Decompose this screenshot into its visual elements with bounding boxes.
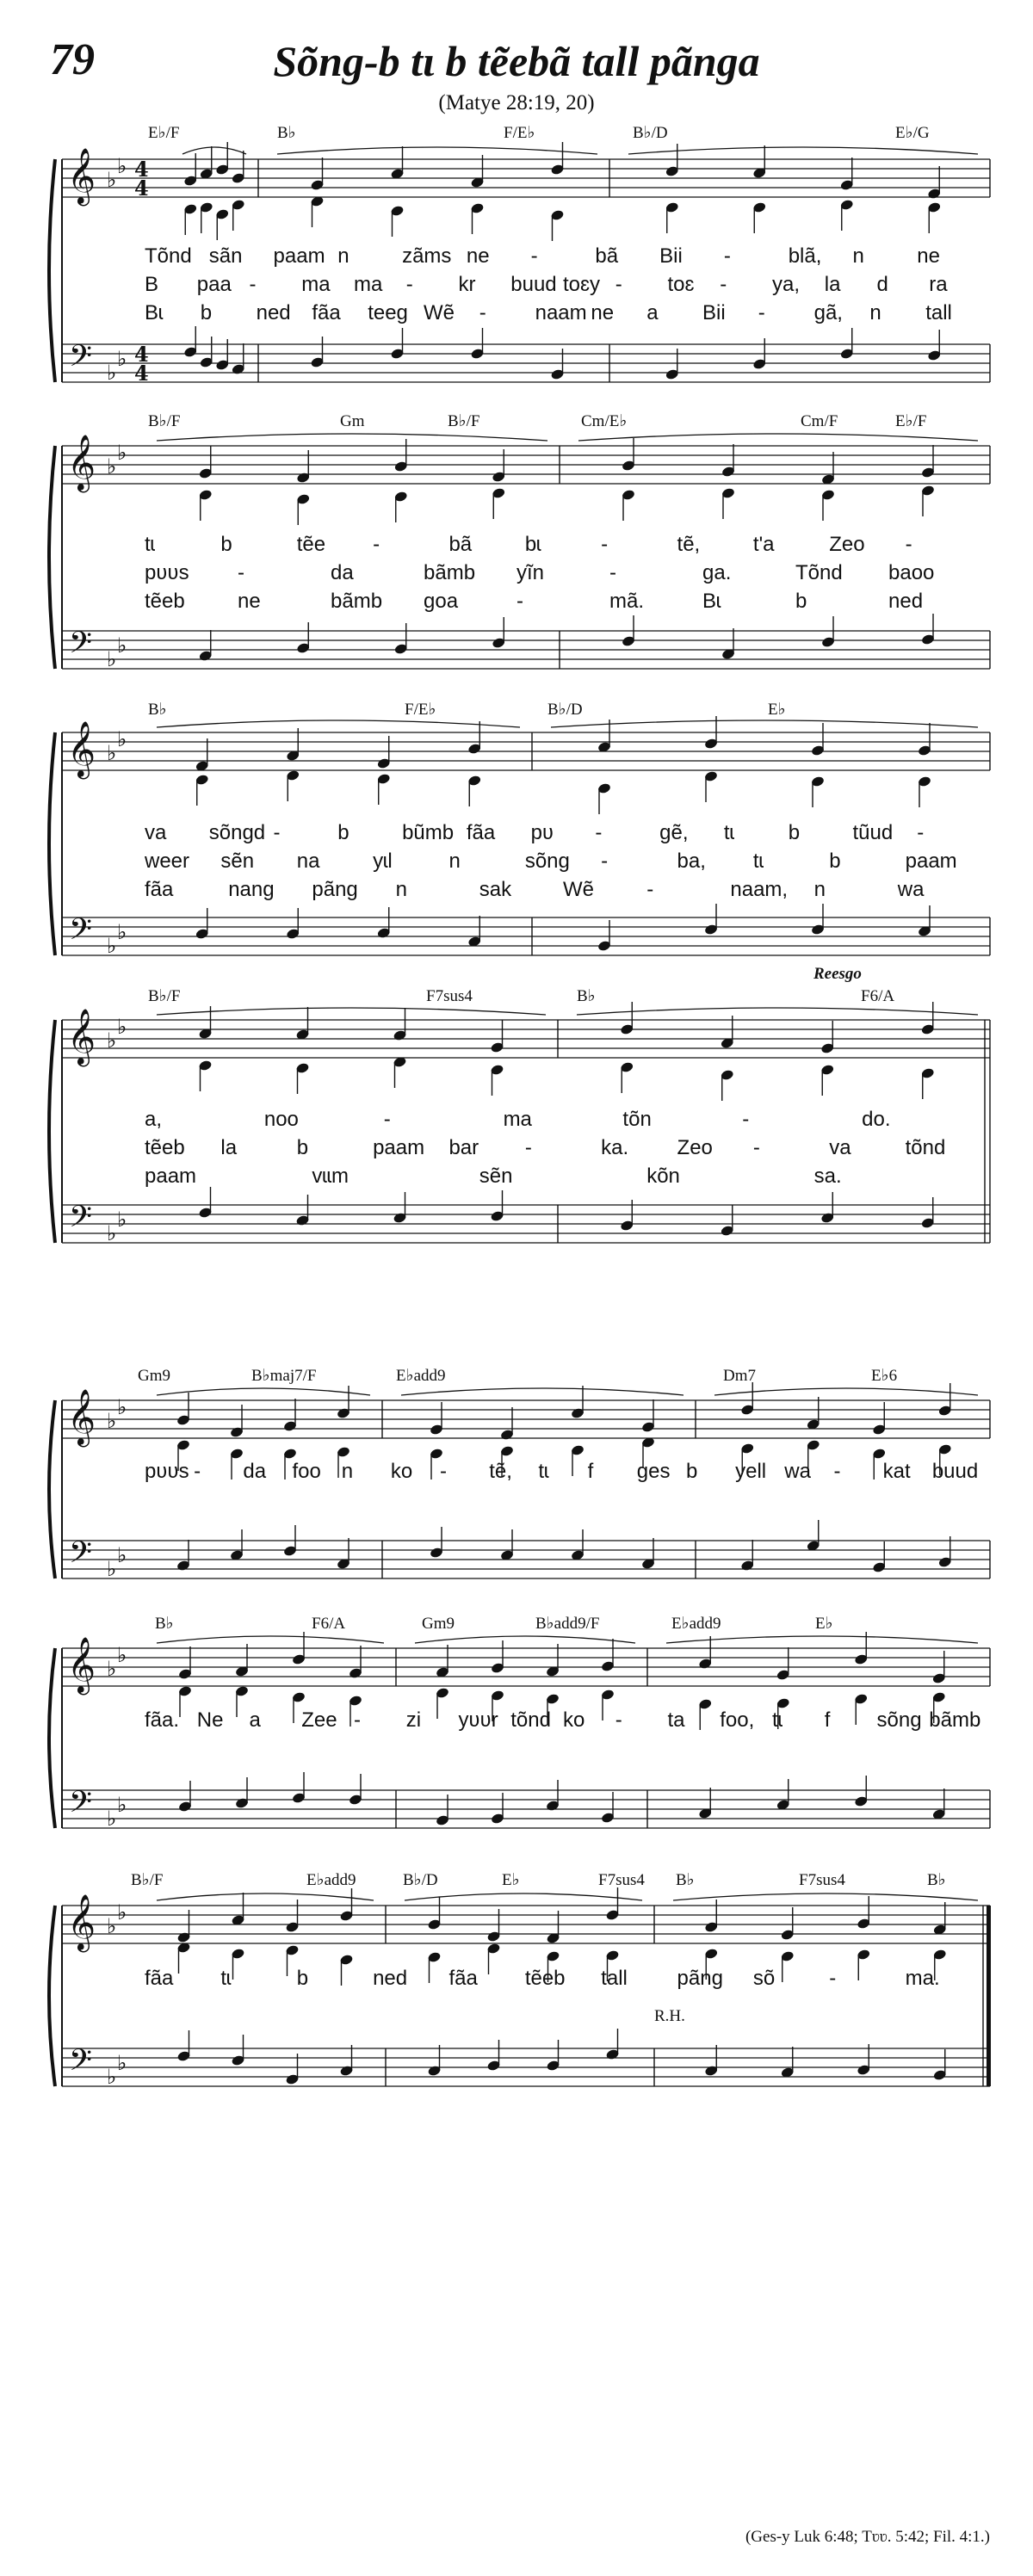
lyric-syllable: fãa (448, 1967, 478, 1990)
lyric-syllable: la (220, 1136, 238, 1159)
lyric-syllable: - (524, 1136, 532, 1159)
lyric-syllable: b (296, 1136, 309, 1159)
lyric-syllable: Bii (702, 301, 726, 324)
lyric-syllable: n (869, 301, 881, 324)
lyric-syllable: d (876, 273, 888, 296)
lyric-syllable: tɩ (538, 1460, 549, 1483)
lyric-syllable: Wẽ (424, 301, 455, 324)
lyric-syllable: tẽ, (489, 1460, 512, 1483)
lyric-syllable: sa. (813, 1164, 842, 1188)
key-flat-icon: ♭ (107, 2065, 117, 2089)
lyric-syllable: ned (256, 301, 291, 324)
key-flat-icon: ♭ (107, 168, 117, 192)
lyric-syllable: zãms (402, 244, 452, 268)
lyric-syllable: bã (595, 244, 619, 268)
bass-staff (62, 1541, 990, 1578)
bass-clef-icon: 𝄢 (69, 2042, 93, 2085)
lyric-syllable: vɩɩm (312, 1164, 349, 1188)
music-system-4 (49, 965, 990, 1245)
time-signature-digit: 4 (134, 342, 149, 367)
lyric-syllable: bãmb (424, 561, 476, 584)
lyric-syllable: - (194, 1460, 201, 1483)
lyric-syllable: fãa (466, 821, 496, 844)
treble-staff (62, 1906, 990, 1943)
lyric-syllable: - (615, 273, 622, 296)
lyric-syllable: - (530, 244, 538, 268)
lyric-syllable: - (905, 533, 912, 556)
lyric-syllable: pʋ (530, 821, 554, 844)
lyric-syllable: baoo (888, 561, 935, 584)
bass-clef-icon: 𝄢 (69, 1535, 93, 1577)
lyric-syllable: tũud (852, 821, 894, 844)
lyric-syllable: tẽeb (145, 590, 185, 613)
bass-staff (62, 1790, 990, 1828)
lyric-syllable: a, (145, 1108, 163, 1131)
brace (49, 732, 55, 955)
chord-symbol: Cm/F (801, 412, 838, 430)
lyric-syllable: tẽeb (524, 1967, 566, 1990)
treble-clef-icon: 𝄞 (67, 1894, 96, 1950)
lyric-syllable: - (354, 1708, 361, 1732)
lyric-syllable: t'a (752, 533, 775, 556)
key-flat-icon: ♭ (107, 1557, 117, 1581)
treble-clef-icon: 𝄞 (67, 148, 96, 204)
lyric-syllable: ga. (702, 561, 732, 584)
key-flat-icon: ♭ (117, 727, 127, 751)
treble-clef-icon: 𝄞 (67, 1389, 96, 1445)
lyric-syllable: ma (503, 1108, 532, 1131)
key-flat-icon: ♭ (117, 1793, 127, 1817)
chord-symbol: E♭add9 (306, 1871, 356, 1889)
lyric-syllable: Bɩ (702, 590, 721, 613)
lyric-syllable: wa (784, 1460, 811, 1483)
chord-symbol: B♭add9/F (535, 1615, 600, 1633)
chord-symbol: B♭maj7/F (251, 1367, 317, 1385)
lyric-syllable: tɩ (752, 849, 764, 873)
treble-staff (62, 446, 990, 484)
lyric-syllable: - (601, 849, 609, 873)
chord-symbol: E♭add9 (396, 1367, 446, 1385)
chord-symbol: E♭6 (871, 1367, 898, 1385)
lyric-syllable: b (220, 533, 232, 556)
lyric-syllable: sak (479, 878, 512, 901)
lyric-syllable: - (601, 533, 609, 556)
chord-symbol: E♭/F (148, 124, 180, 142)
lyric-syllable: ma (301, 273, 331, 296)
lyric-syllable: noo (263, 1108, 299, 1131)
lyric-syllable: va (145, 821, 167, 844)
chord-symbol: F6/A (312, 1615, 346, 1633)
lyric-syllable: - (479, 301, 486, 324)
scripture-reference: (Matye 28:19, 20) (438, 91, 595, 114)
lyric-syllable: ma (354, 273, 383, 296)
treble-staff (62, 1400, 990, 1438)
lyric-syllable: ne (591, 301, 615, 324)
lyric-syllable: - (516, 590, 523, 613)
lyric-syllable: Bii (659, 244, 683, 268)
lyric-syllable: B (145, 273, 159, 296)
music-system-5 (49, 1367, 990, 1581)
chord-symbol: E♭/F (895, 412, 927, 430)
lyric-syllable: - (249, 273, 257, 296)
lyric-syllable: sẽn (220, 849, 255, 873)
lyric-syllable: n (448, 849, 461, 873)
lyric-syllable: - (615, 1708, 622, 1732)
chord-symbol: Gm9 (138, 1367, 170, 1385)
lyric-syllable: fãa (145, 878, 174, 901)
chord-symbol: E♭add9 (671, 1615, 721, 1633)
treble-clef-icon: 𝄞 (67, 1009, 96, 1065)
lyric-syllable: kr (458, 273, 476, 296)
time-signature-digit: 4 (134, 176, 149, 201)
lyric-syllable: kõn (646, 1164, 680, 1188)
lyric-syllable: - (833, 1460, 841, 1483)
lyric-syllable: ne (238, 590, 261, 613)
hymn-number: 79 (50, 35, 95, 84)
lyric-syllable: bãmb (331, 590, 383, 613)
lyric-syllable: paa (196, 273, 232, 296)
lyric-syllable: ka. (601, 1136, 629, 1159)
lyric-syllable: ned (373, 1967, 408, 1990)
key-flat-icon: ♭ (117, 1208, 127, 1232)
chord-symbol: B♭/D (547, 701, 583, 719)
final-barline-thick (987, 1906, 991, 2086)
chord-symbol: E♭ (815, 1615, 833, 1633)
lyric-syllable: yĩn (516, 561, 545, 584)
lyric-syllable: tẽeb (145, 1136, 185, 1159)
lyric-syllable: - (383, 1108, 391, 1131)
chord-symbol: E♭/G (895, 124, 930, 142)
key-flat-icon: ♭ (107, 1914, 117, 1938)
music-system-3 (49, 701, 990, 958)
lyric-syllable: ya, (772, 273, 801, 296)
lyric-syllable: paam (145, 1164, 197, 1188)
lyric-syllable: n (852, 244, 864, 268)
brace (49, 1020, 55, 1243)
key-flat-icon: ♭ (117, 347, 127, 371)
lyric-syllable: zi (405, 1708, 422, 1732)
lyric-syllable: tall (925, 301, 952, 324)
lyric-syllable: tɩ (723, 821, 734, 844)
lyric-syllable: tɩ (220, 1967, 232, 1990)
lyric-syllable: yell (735, 1460, 767, 1483)
chord-symbol: F6/A (861, 987, 895, 1005)
chord-symbol: E♭ (768, 701, 786, 719)
chord-symbol: F7sus4 (799, 1871, 845, 1889)
lyric-syllable: fãa (145, 1967, 174, 1990)
lyric-syllable: - (440, 1460, 448, 1483)
lyric-syllable: b (685, 1460, 698, 1483)
key-flat-icon: ♭ (117, 154, 127, 178)
lyric-syllable: teeg (368, 301, 408, 324)
brace (49, 1400, 55, 1578)
bass-clef-icon: 𝄢 (69, 338, 93, 380)
lyric-syllable: b (795, 590, 807, 613)
key-flat-icon: ♭ (107, 454, 117, 479)
lyric-syllable: sõ (752, 1967, 776, 1990)
time-signature-digit: 4 (134, 157, 149, 182)
tempo-expression: Reesgo (813, 965, 862, 983)
treble-clef-icon: 𝄞 (67, 721, 96, 777)
lyric-syllable: foo (292, 1460, 321, 1483)
lyric-syllable: n (341, 1460, 354, 1483)
chord-symbol: F7sus4 (598, 1871, 645, 1889)
key-flat-icon: ♭ (107, 361, 117, 385)
lyric-syllable: fãa. (145, 1708, 180, 1732)
lyric-syllable: b (829, 849, 841, 873)
bass-clef-icon: 𝄢 (69, 1784, 93, 1826)
lyric-syllable: na (296, 849, 320, 873)
lyric-syllable: b (200, 301, 213, 324)
lyric-syllable: - (405, 273, 413, 296)
time-signature-digit: 4 (134, 361, 149, 386)
treble-staff (62, 159, 990, 197)
lyric-syllable: - (273, 821, 281, 844)
lyric-syllable: sõng (524, 849, 570, 873)
lyric-syllable: - (720, 273, 727, 296)
lyric-syllable: bɩ (524, 533, 541, 556)
lyric-syllable: tall (601, 1967, 628, 1990)
chord-symbol: B♭/D (633, 124, 668, 142)
bass-clef-icon: 𝄢 (69, 1199, 93, 1241)
music-system-1 (49, 124, 990, 386)
lyric-syllable: tõnd (905, 1136, 946, 1159)
lyric-syllable: paam (273, 244, 325, 268)
key-flat-icon: ♭ (117, 920, 127, 944)
chord-symbol: B♭ (155, 1615, 174, 1633)
lyric-syllable: do. (862, 1108, 891, 1131)
lyric-syllable: paam (373, 1136, 425, 1159)
key-flat-icon: ♭ (117, 1900, 127, 1924)
lyric-syllable: tɩ (145, 533, 155, 556)
lyric-syllable: bar (448, 1136, 479, 1159)
lyric-syllable: - (646, 878, 654, 901)
lyric-syllable: - (917, 821, 925, 844)
brace (49, 1906, 55, 2086)
lyric-syllable: paam (905, 849, 957, 873)
brace (49, 159, 55, 382)
lyric-syllable: kat (882, 1460, 911, 1483)
lyric-syllable: weer (145, 849, 190, 873)
lyric-syllable: goa (424, 590, 459, 613)
chord-symbol: B♭ (676, 1871, 695, 1889)
lyric-syllable: va (829, 1136, 851, 1159)
lyric-syllable: buud (510, 273, 557, 296)
key-flat-icon: ♭ (107, 934, 117, 958)
lyric-syllable: buud (931, 1460, 979, 1483)
key-flat-icon: ♭ (107, 1657, 117, 1681)
key-flat-icon: ♭ (117, 1395, 127, 1419)
bass-clef-icon: 𝄢 (69, 625, 93, 667)
lyric-syllable: b (296, 1967, 309, 1990)
bass-clef-icon: 𝄢 (69, 911, 93, 954)
chord-symbol: B♭ (927, 1871, 946, 1889)
lyric-syllable: - (595, 821, 603, 844)
music-system-2 (49, 412, 990, 671)
lyric-syllable: Wẽ (563, 878, 594, 901)
lyric-syllable: foo, (720, 1708, 755, 1732)
hymn-title: Sõng-b tɩ b tẽebã tall pãnga (273, 37, 760, 85)
lyric-syllable: Zeo (829, 533, 865, 556)
lyric-syllable: pʋʋs (145, 1460, 189, 1483)
lyric-syllable: tɩ (772, 1708, 782, 1732)
lyric-syllable: b (337, 821, 349, 844)
lyric-syllable: - (238, 561, 244, 584)
treble-staff (62, 1648, 990, 1686)
lyric-syllable: Bɩ (145, 301, 164, 324)
chord-symbol: Gm (340, 412, 365, 430)
treble-staff (62, 1020, 990, 1058)
lyric-syllable: fãa (312, 301, 341, 324)
chord-symbol: B♭ (277, 124, 296, 142)
chord-symbol: F7sus4 (426, 987, 473, 1005)
chord-symbol: Dm7 (723, 1367, 756, 1385)
treble-clef-icon: 𝄞 (67, 1637, 96, 1693)
lyric-syllable: Tõnd (145, 244, 192, 268)
lyric-syllable: - (829, 1967, 837, 1990)
key-flat-icon: ♭ (107, 1221, 117, 1245)
lyric-syllable: gẽ, (659, 821, 689, 844)
lyric-syllable: ko (390, 1460, 413, 1483)
key-flat-icon: ♭ (117, 441, 127, 465)
lyric-syllable: wa (897, 878, 925, 901)
lyric-syllable: Tõnd (795, 561, 843, 584)
chord-symbol: B♭/F (148, 987, 181, 1005)
chord-symbol: Gm9 (422, 1615, 455, 1633)
lyric-syllable: ne (917, 244, 940, 268)
key-flat-icon: ♭ (117, 2051, 127, 2075)
lyric-syllable: sõng (876, 1708, 922, 1732)
chord-symbol: B♭/F (131, 1871, 164, 1889)
bass-staff (62, 631, 990, 669)
lyric-syllable: a (249, 1708, 261, 1732)
lyric-syllable: Zeo (677, 1136, 713, 1159)
lyric-syllable: - (752, 1136, 760, 1159)
key-flat-icon: ♭ (107, 1409, 117, 1433)
chord-symbol: F/E♭ (405, 701, 436, 719)
lyric-syllable: tõn (622, 1108, 652, 1131)
lyric-syllable: nang (228, 878, 275, 901)
key-flat-icon: ♭ (107, 741, 117, 765)
lyric-syllable: ges (636, 1460, 671, 1483)
lyric-syllable: n (337, 244, 349, 268)
key-flat-icon: ♭ (107, 1807, 117, 1831)
lyric-syllable: pãng (312, 878, 358, 901)
lyric-syllable: tẽe (296, 533, 326, 556)
notes (157, 1887, 978, 2085)
right-hand-annotation: R.H. (654, 2007, 685, 2025)
lyric-syllable: sõngd (208, 821, 266, 844)
lyric-syllable: ne (466, 244, 490, 268)
lyric-syllable: ned (888, 590, 924, 613)
lyric-syllable: sẽn (479, 1164, 513, 1188)
lyric-syllable: da (243, 1460, 267, 1483)
lyric-syllable: bũmb (402, 821, 455, 844)
lyric-syllable: ra (929, 273, 948, 296)
lyric-syllable: pʋʋs (145, 561, 189, 584)
music-system-7 (49, 1871, 991, 2089)
lyric-syllable: b (788, 821, 801, 844)
lyric-syllable: n (395, 878, 407, 901)
lyric-syllable: toɛ (667, 273, 695, 296)
lyric-syllable: ta (667, 1708, 685, 1732)
chord-symbol: B♭/D (403, 1871, 438, 1889)
lyric-syllable: ma. (905, 1967, 940, 1990)
lyric-syllable: da (331, 561, 354, 584)
lyric-syllable: sãn (208, 244, 243, 268)
chord-symbol: F/E♭ (504, 124, 535, 142)
lyric-syllable: Ne (196, 1708, 224, 1732)
lyric-syllable: n (813, 878, 826, 901)
lyric-syllable: a (646, 301, 659, 324)
lyric-syllable: naam (535, 301, 587, 324)
brace (49, 1648, 55, 1828)
lyric-syllable: bã (448, 533, 473, 556)
lyric-syllable: tõnd (510, 1708, 551, 1732)
lyric-syllable: bãmb (929, 1708, 981, 1732)
lyric-syllable: ba, (677, 849, 706, 873)
key-flat-icon: ♭ (117, 1643, 127, 1667)
lyric-syllable: - (742, 1108, 750, 1131)
notes (157, 1382, 978, 1573)
lyric-syllable: yʋʋr (458, 1708, 498, 1732)
lyric-syllable: f (824, 1708, 831, 1732)
key-flat-icon: ♭ (117, 1015, 127, 1039)
brace (49, 446, 55, 669)
lyric-syllable: la (824, 273, 841, 296)
lyric-syllable: pãng (677, 1967, 723, 1990)
chord-symbol: B♭ (577, 987, 596, 1005)
chord-symbol: B♭/F (448, 412, 480, 430)
lyric-syllable: mã. (609, 590, 645, 613)
lyric-syllable: tẽ, (677, 533, 701, 556)
lyric-syllable: toɛy (563, 273, 601, 296)
footer-references: (Ges-y Luk 6:48; Tʋʋ. 5:42; Fil. 4:1.) (745, 2528, 990, 2546)
bass-staff (62, 2048, 990, 2086)
key-flat-icon: ♭ (117, 1543, 127, 1567)
chord-symbol: B♭ (148, 701, 167, 719)
lyric-syllable: - (373, 533, 380, 556)
key-flat-icon: ♭ (117, 633, 127, 658)
lyric-syllable: Zee (301, 1708, 337, 1732)
music-system-6 (49, 1615, 990, 1831)
lyric-syllable: f (587, 1460, 594, 1483)
lyric-syllable: blã, (788, 244, 822, 268)
chord-symbol: E♭ (502, 1871, 520, 1889)
lyric-syllable: - (609, 561, 616, 584)
chord-symbol: B♭/F (148, 412, 181, 430)
lyric-syllable: - (723, 244, 731, 268)
key-flat-icon: ♭ (107, 1029, 117, 1053)
key-flat-icon: ♭ (107, 647, 117, 671)
lyric-syllable: yɩl (373, 849, 393, 873)
chord-symbol: Cm/E♭ (581, 412, 628, 430)
lyric-syllable: naam, (730, 878, 789, 901)
lyric-syllable: ko (563, 1708, 585, 1732)
treble-clef-icon: 𝄞 (67, 435, 96, 491)
lyric-syllable: - (758, 301, 765, 324)
lyric-syllable: gã, (813, 301, 843, 324)
